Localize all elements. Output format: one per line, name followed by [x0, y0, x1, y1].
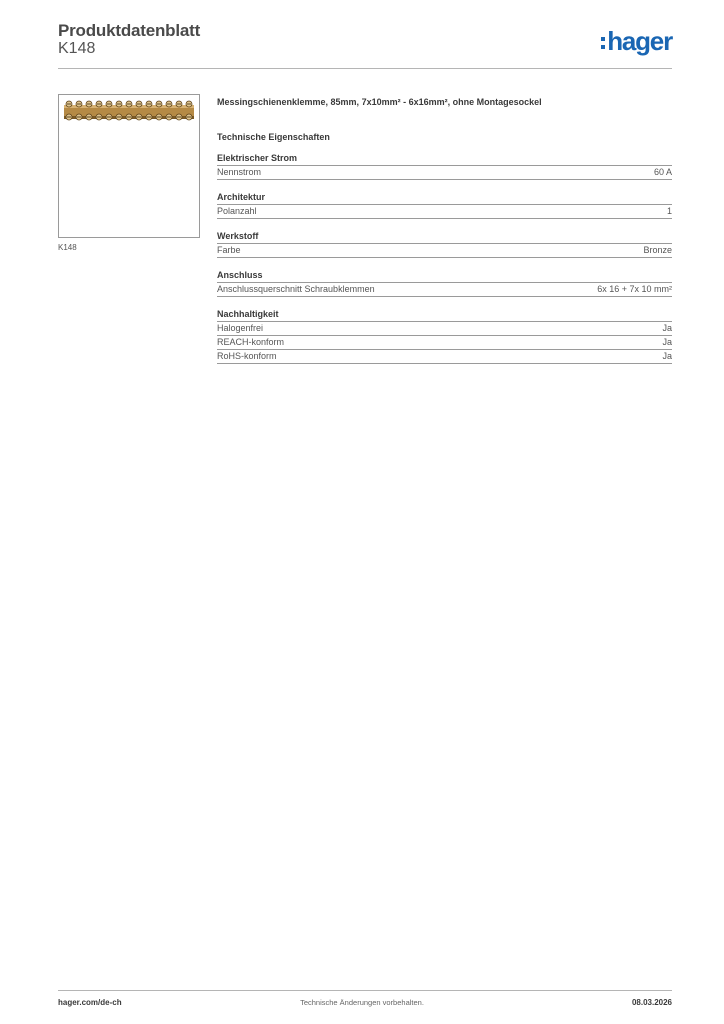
spec-row	[217, 244, 672, 258]
footer-notice: Technische Änderungen vorbehalten.	[300, 998, 424, 1007]
spec-group	[217, 230, 672, 258]
logo-dots-icon	[601, 37, 605, 49]
spec-row	[217, 205, 672, 219]
brass-busbar-image	[64, 99, 194, 123]
spec-value: 6x 16 + 7x 10 mm²	[597, 284, 672, 294]
document-title: Produktdatenblatt	[58, 21, 201, 40]
image-caption: K148	[58, 243, 77, 252]
spec-group	[217, 152, 672, 180]
spec-value: Ja	[662, 351, 672, 361]
spec-group-title: Nachhaltigkeit	[217, 308, 672, 322]
product-description: Messingschienenklemme, 85mm, 7x10mm² - 6x16mm², ohne Montagesockel	[217, 97, 542, 107]
spec-group-title: Elektrischer Strom	[217, 152, 672, 166]
spec-value: 60 A	[653, 167, 672, 177]
footer-date: 08.03.2026	[631, 998, 672, 1007]
spec-group-title: Anschluss	[217, 269, 672, 283]
page-header	[58, 20, 672, 70]
footer-divider	[58, 990, 672, 991]
product-image	[58, 94, 200, 238]
spec-group	[217, 191, 672, 219]
spec-label: Farbe	[217, 245, 241, 255]
spec-row	[217, 350, 672, 364]
spec-label: Halogenfrei	[217, 323, 264, 333]
product-details	[217, 95, 672, 364]
logo-text: hager	[607, 26, 672, 56]
spec-group	[217, 308, 672, 364]
header-divider	[58, 68, 672, 69]
spec-row	[217, 166, 672, 180]
spec-row	[217, 322, 672, 336]
section-heading: Technische Eigenschaften	[217, 132, 330, 142]
spec-value: Ja	[662, 337, 672, 347]
spec-row	[217, 283, 672, 297]
spec-label: Anschlussquerschnitt Schraubklemmen	[217, 284, 375, 294]
spec-label: RoHS-konform	[217, 351, 277, 361]
spec-label: REACH-konform	[217, 337, 285, 347]
footer-website: hager.com/de-ch	[58, 998, 122, 1007]
spec-value: 1	[666, 206, 672, 216]
spec-group-title: Architektur	[217, 191, 672, 205]
spec-row	[217, 336, 672, 350]
hager-logo	[601, 26, 672, 56]
spec-group	[217, 269, 672, 297]
spec-value: Bronze	[643, 245, 672, 255]
spec-value: Ja	[662, 323, 672, 333]
spec-group-title: Werkstoff	[217, 230, 672, 244]
product-number: K148	[58, 40, 96, 57]
spec-label: Nennstrom	[217, 167, 262, 177]
spec-groups	[217, 152, 672, 364]
spec-label: Polanzahl	[217, 206, 257, 216]
